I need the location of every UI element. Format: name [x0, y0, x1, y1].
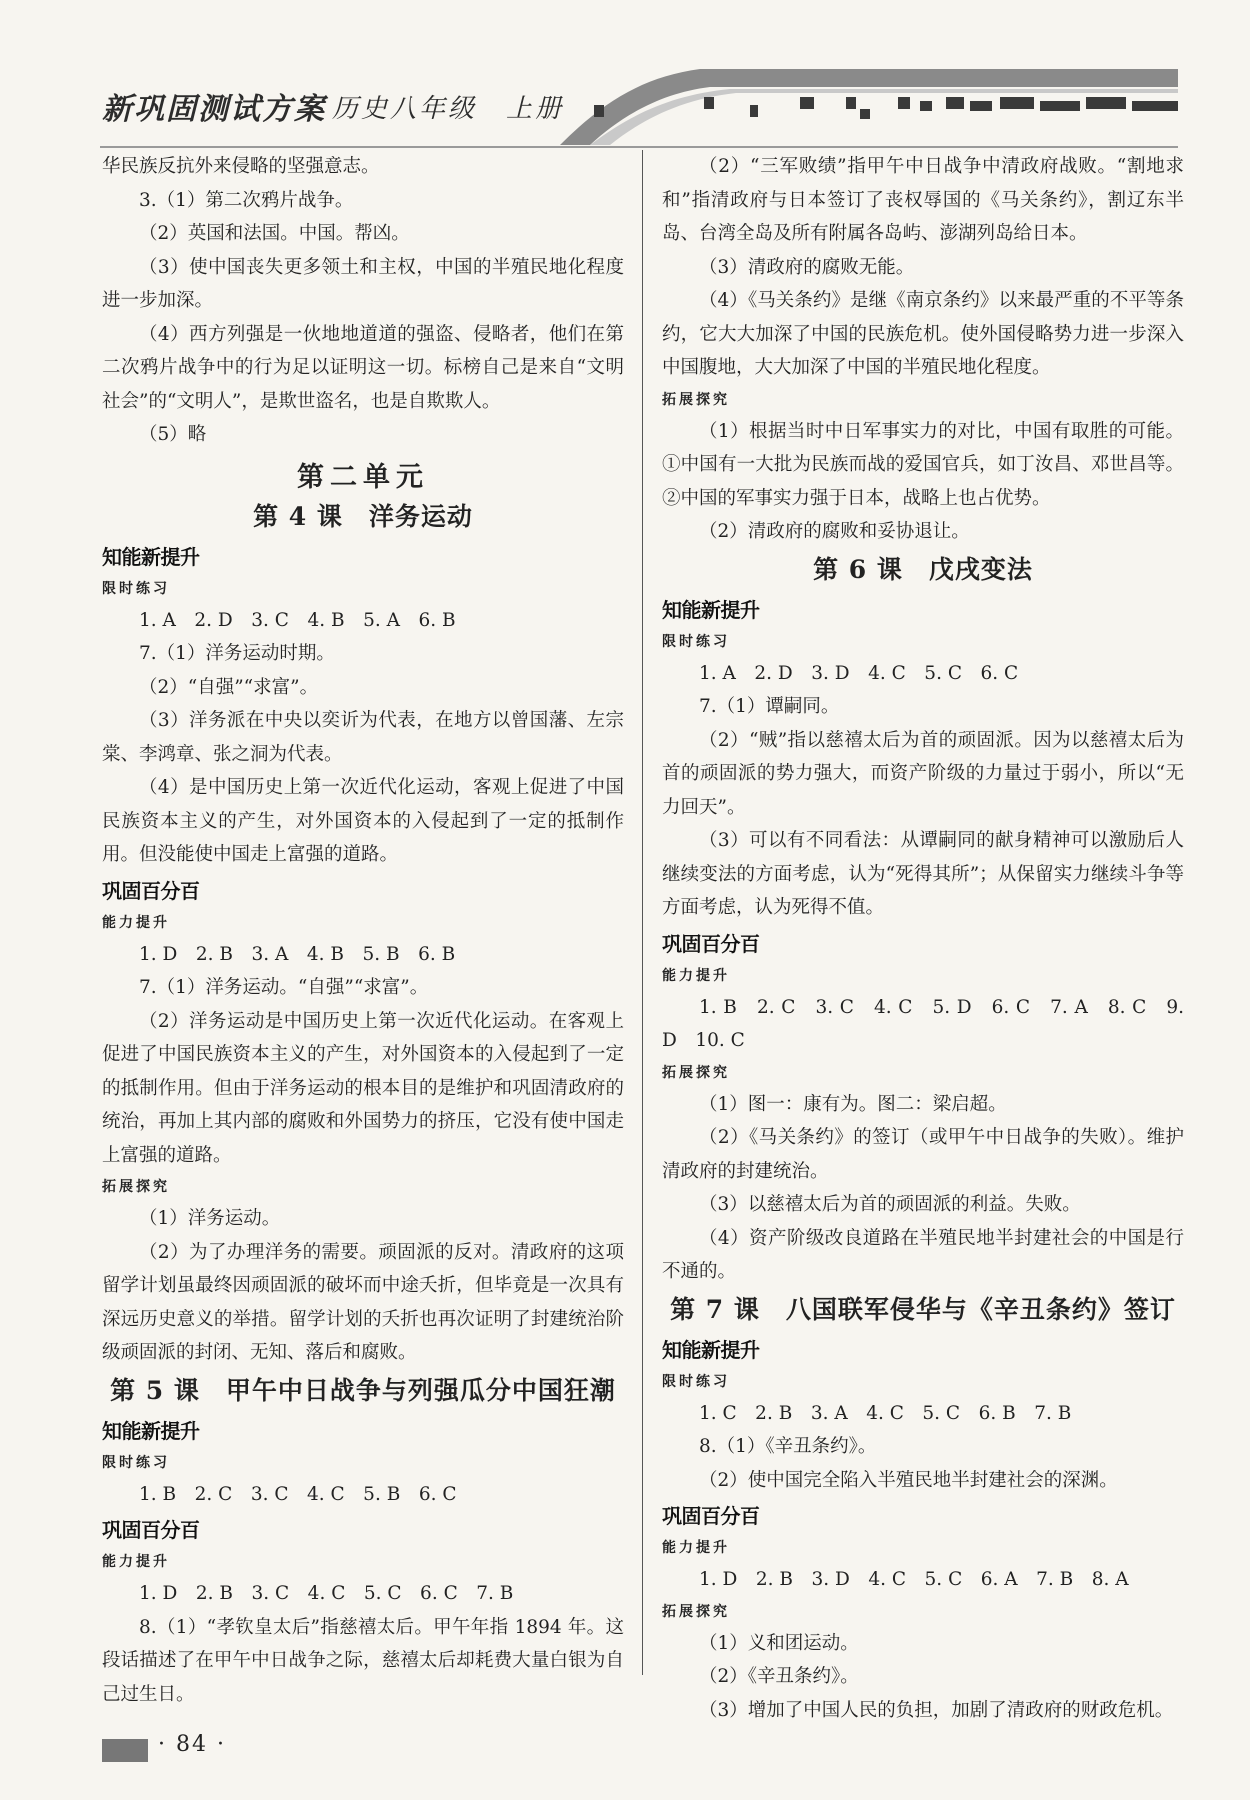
left-column	[102, 150, 624, 1711]
answer-line: 1. B 2. C 3. C 4. C 5. B 6. C	[139, 1483, 457, 1505]
subsection-heading: 拓展探究	[662, 391, 730, 408]
text-line: 华民族反抗外来侵略的坚强意志。	[102, 156, 380, 177]
answer-paragraph: （4）《马关条约》是继《南京条约》以来最严重的不平等条约，它大大加深了中国的民族危机。使外国侵略势力进一步深入中国腹地，大大加深了中国的半殖民地化程度。	[662, 290, 1184, 378]
page-header	[0, 0, 1250, 150]
header-decoration	[560, 55, 1190, 147]
subsection-heading: 限时练习	[102, 1454, 170, 1471]
subsection-heading: 限时练习	[102, 580, 170, 597]
answer-line: 7.（1）洋务运动。“自强”“求富”。	[139, 977, 429, 998]
answer-paragraph: （2）为了办理洋务的需要。顽固派的反对。清政府的这项留学计划虽最终因顽固派的破坏而中途夭折，但毕竟是一次具有深远历史意义的举措。留学计划的夭折也再次证明了封建统治阶级顽固派的封闭、无知、落后和腐败。	[102, 1241, 624, 1363]
answer-line: （2）“自强”“求富”。	[139, 676, 319, 698]
header-rule	[100, 146, 1178, 148]
answer-line: 1. D 2. B 3. A 4. B 5. B 6. B	[139, 943, 456, 965]
section-heading: 知能新提升	[102, 544, 200, 569]
answer-line: （5）略	[139, 424, 207, 445]
answer-line: 1. A 2. D 3. C 4. B 5. A 6. B	[139, 609, 456, 631]
section-heading: 知能新提升	[102, 1418, 200, 1443]
section-heading: 巩固百分百	[102, 1518, 200, 1542]
subsection-heading: 拓展探究	[662, 1064, 730, 1081]
answer-line: （2）使中国完全陷入半殖民地半封建社会的深渊。	[699, 1469, 1118, 1491]
answer-line: 8.（1）《辛丑条约》。	[699, 1436, 877, 1457]
answer-paragraph: （2）《马关条约》的签订（或甲午中日战争的失败）。维护清政府的封建统治。	[662, 1127, 1184, 1182]
subsection-heading: 能力提升	[102, 914, 170, 931]
unit-title: 第二单元	[297, 461, 429, 493]
answer-paragraph: （2）洋务运动是中国历史上第一次近代化运动。在客观上促进了中国民族资本主义的产生，对外国资本的入侵起到了一定的抵制作用。但由于洋务运动的根本目的是维护和巩固清政府的统治，再加上其内部的腐败和外国势力的挤压，它没有使中国走上富强的道路。	[102, 1010, 624, 1166]
answer-paragraph: 8.（1）“孝钦皇太后”指慈禧太后。甲午年指 1894 年。这段话描述了在甲午中日战争之际，慈禧太后却耗费大量白银为自己过生日。	[102, 1616, 624, 1705]
answer-line: 7.（1）谭嗣同。	[699, 696, 840, 717]
right-column	[662, 150, 1184, 1727]
answer-line: （3）以慈禧太后为首的顽固派的利益。失败。	[699, 1194, 1081, 1215]
subsection-heading: 能力提升	[102, 1554, 170, 1570]
answer-paragraph: （4）是中国历史上第一次近代化运动，客观上促进了中国民族资本主义的产生，对外国资本的入侵起到了一定的抵制作用。但没能使中国走上富强的道路。	[102, 777, 624, 865]
lesson-title: 第 4 课 洋务运动	[253, 501, 473, 531]
subsection-heading: 能力提升	[662, 1540, 730, 1556]
subsection-heading: 限时练习	[662, 633, 730, 650]
lesson-title: 第 5 课 甲午中日战争与列强瓜分中国狂潮	[110, 1375, 616, 1405]
answer-line: 1. D 2. B 3. C 4. C 5. C 6. C 7. B	[139, 1583, 514, 1604]
answer-paragraph: （3）使中国丧失更多领土和主权，中国的半殖民地化程度进一步加深。	[102, 256, 624, 311]
answer-line: 7.（1）洋务运动时期。	[139, 643, 335, 664]
answer-paragraph: （4）西方列强是一伙地地道道的强盗、侵略者，他们在第二次鸦片战争中的行为足以证明这一切。标榜自己是来自“文明社会”的“文明人”，是欺世盗名，也是自欺欺人。	[102, 323, 624, 412]
section-heading: 巩固百分百	[662, 1504, 760, 1528]
answer-line: （2）英国和法国。中国。帮凶。	[139, 223, 410, 244]
answer-line: 3.（1）第二次鸦片战争。	[139, 189, 354, 211]
answer-line: （3）清政府的腐败无能。	[699, 256, 915, 278]
column-divider	[642, 150, 643, 1675]
answer-line: 1. D 2. B 3. D 4. C 5. C 6. A 7. B 8. A	[699, 1569, 1129, 1590]
section-heading: 知能新提升	[662, 1337, 760, 1362]
section-heading: 巩固百分百	[662, 931, 760, 956]
answer-paragraph: （2）“贼”指以慈禧太后为首的顽固派。因为以慈禧太后为首的顽固派的势力强大，而资产阶级的力量过于弱小，所以“无力回天”。	[662, 729, 1184, 818]
answer-line: （1）洋务运动。	[139, 1208, 281, 1229]
lesson-title: 第 6 课 戊戌变法	[813, 554, 1033, 584]
subsection-heading: 能力提升	[662, 967, 730, 984]
answer-paragraph: （1）根据当时中日军事实力的对比，中国有取胜的可能。①中国有一大批为民族而战的爱国官兵，如丁汝昌、邓世昌等。②中国的军事实力强于日本，战略上也占优势。	[662, 420, 1184, 509]
answer-line: （2）《辛丑条约》。	[699, 1666, 859, 1687]
page-number: · 84 ·	[158, 1732, 226, 1757]
answer-line: （1）义和团运动。	[699, 1632, 859, 1654]
subsection-heading: 拓展探究	[662, 1603, 730, 1620]
answer-line: 1. A 2. D 3. D 4. C 5. C 6. C	[699, 662, 1019, 684]
answer-line: 1. C 2. B 3. A 4. C 5. C 6. B 7. B	[699, 1402, 1072, 1424]
answer-paragraph: （3）可以有不同看法：从谭嗣同的献身精神可以激励后人继续变法的方面考虑，认为“死得其所”；从保留实力继续斗争等方面考虑，认为死得不值。	[662, 830, 1184, 918]
answer-paragraph: （3）洋务派在中央以奕䜣为代表，在地方以曾国藩、左宗棠、李鸿章、张之洞为代表。	[102, 710, 624, 765]
subsection-heading: 限时练习	[662, 1373, 730, 1390]
answer-line: （3）增加了中国人民的负担，加剧了清政府的财政危机。	[699, 1699, 1174, 1721]
answer-paragraph: （4）资产阶级改良道路在半殖民地半封建社会的中国是行不通的。	[662, 1227, 1184, 1282]
book-subject: 历史八年级 上册	[332, 94, 565, 124]
book-brand-title: 新巩固测试方案	[102, 92, 326, 127]
footer-bar	[102, 1739, 148, 1762]
answer-line: （2）清政府的腐败和妥协退让。	[699, 521, 970, 542]
answer-line: （1）图一：康有为。图二：梁启超。	[699, 1093, 1007, 1115]
answer-paragraph: （2）“三军败绩”指甲午中日战争中清政府战败。“割地求和”指清政府与日本签订了丧权辱国的《马关条约》，割辽东半岛、台湾全岛及所有附属各岛屿、澎湖列岛给日本。	[662, 156, 1184, 244]
lesson-title: 第 7 课 八国联军侵华与《辛丑条约》签订	[670, 1294, 1176, 1324]
section-heading: 知能新提升	[662, 597, 760, 622]
answer-paragraph: 1. B 2. C 3. C 4. C 5. D 6. C 7. A 8. C 9. D 10. C	[662, 996, 1184, 1051]
subsection-heading: 拓展探究	[102, 1179, 170, 1195]
section-heading: 巩固百分百	[102, 878, 200, 903]
